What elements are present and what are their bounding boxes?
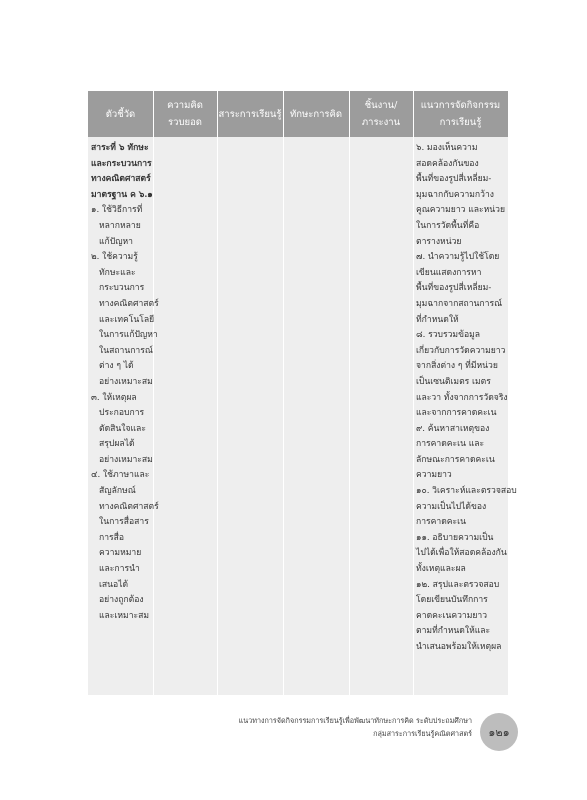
activity-line: ๑๒. สรุปและตรวจสอบ <box>416 579 500 590</box>
indicator-line: ๔. ใช้ภาษาและ <box>91 470 150 481</box>
activity-line: คูณความยาว และหน่วย <box>416 205 506 216</box>
column-divider <box>349 91 350 695</box>
activity-line: ความยาว <box>416 470 452 481</box>
activity-line: ๑๐. วิเคราะห์และตรวจสอบ <box>416 486 517 497</box>
indicator-line: สาระที่ ๖ ทักษะ <box>91 143 149 153</box>
activity-line: ในการวัดพื้นที่คือ <box>416 220 480 231</box>
indicator-line: ประกอบการ <box>99 408 145 419</box>
header-indicator: ตัวชี้วัด <box>105 108 136 120</box>
activity-line: พื้นที่ของรูปสี่เหลี่ยม- <box>416 174 492 185</box>
activity-line: ตามที่กำหนดให้และ <box>416 626 491 637</box>
indicator-line: ๓. ให้เหตุผล <box>91 392 137 403</box>
header-learning-content: สาระการเรียนรู้ <box>218 108 282 120</box>
indicator-line: อย่างเหมาะสม <box>99 376 153 387</box>
indicator-line: การสื่อ <box>99 532 125 543</box>
activity-line: มุมฉากกับความกว้าง <box>416 189 494 200</box>
header-activity: แนวการจัดกิจกรรม การเรียนรู้ <box>420 100 501 128</box>
activity-line: ๑๑. อธิบายความเป็น <box>416 532 494 543</box>
activity-line: ทั้งเหตุและผล <box>416 564 466 575</box>
activity-line: เขียนแสดงการหา <box>416 267 482 278</box>
activity-line: มุมฉากจากสถานการณ์ <box>416 298 503 309</box>
footer-subject: กลุ่มสาระการเรียนรู้คณิตศาสตร์ <box>373 729 472 738</box>
page-footer <box>190 714 472 740</box>
indicator-line: กระบวนการ <box>99 283 145 294</box>
indicator-line: ทางคณิตศาสตร์ <box>91 174 151 185</box>
indicator-line: ทักษะและ <box>99 267 136 278</box>
indicator-line: ๒. ใช้ความรู้ <box>91 252 138 263</box>
activity-line: ที่กำหนดให้ <box>416 314 459 325</box>
activity-line: ๗. นำความรู้ไปใช้โดย <box>416 252 500 263</box>
indicator-line: และเทคโนโลยี <box>99 314 155 325</box>
activity-line: ๖. มองเห็นความ <box>416 143 478 153</box>
curriculum-table <box>88 91 517 695</box>
indicator-line: และเหมาะสม <box>99 610 150 621</box>
indicator-line: ความหมาย <box>99 548 142 559</box>
activity-line: สอดคล้องกันของ <box>416 158 479 169</box>
activity-line: ลักษณะการคาดคะเน <box>416 454 495 465</box>
indicator-line: อย่างเหมาะสม <box>99 454 153 465</box>
indicator-line: ตัดสินใจและ <box>99 423 146 434</box>
indicator-line: ในสถานการณ์ <box>99 345 153 356</box>
indicator-line: สัญลักษณ์ <box>99 486 136 497</box>
header-concept: ความคิด รวบยอด <box>167 100 203 128</box>
activity-line: คาดคะเนความยาว <box>416 610 488 621</box>
activity-line: จากสิ่งต่าง ๆ ที่มีหน่วย <box>416 361 498 372</box>
activity-line: และวา ทั้งจากการวัดจริง <box>416 392 508 403</box>
indicator-line: ๑. ใช้วิธีการที่ <box>91 205 143 216</box>
indicator-line: ในการแก้ปัญหา <box>99 330 158 341</box>
indicator-line: อย่างถูกต้อง <box>99 595 144 606</box>
activity-line: การคาดคะเน <box>416 517 466 528</box>
activity-line: นำเสนอพร้อมให้เหตุผล <box>416 642 502 652</box>
indicator-line: มาตรฐาน ค ๖.๑ <box>91 189 153 200</box>
indicator-column <box>91 141 159 624</box>
column-divider <box>283 91 284 695</box>
activity-column <box>416 141 517 656</box>
header-thinking-skill: ทักษะการคิด <box>289 108 343 120</box>
activity-line: เกี่ยวกับการวัดความยาว <box>416 345 506 356</box>
activity-line: ความเป็นไปได้ของ <box>416 501 487 512</box>
table-header-row <box>88 91 508 137</box>
activity-line: ตารางหน่วย <box>416 236 462 247</box>
indicator-line: และการนำ <box>99 564 140 575</box>
indicator-line: ต่าง ๆ ได้ <box>99 361 134 372</box>
activity-line: การคาดคะเน และ <box>416 439 485 450</box>
indicator-line: ทางคณิตศาสตร์ <box>99 501 159 512</box>
activity-line: โดยเขียนบันทึกการ <box>416 595 488 606</box>
activity-line: ไปได้เพื่อให้สอดคล้องกัน <box>416 548 507 559</box>
indicator-line: สรุปผลได้ <box>99 439 135 450</box>
activity-line: พื้นที่ของรูปสี่เหลี่ยม- <box>416 283 492 294</box>
indicator-line: และกระบวนการ <box>91 158 152 169</box>
indicator-line: ในการสื่อสาร <box>99 517 149 528</box>
activity-line: เป็นเซนติเมตร เมตร <box>416 376 491 387</box>
column-divider <box>413 91 414 695</box>
header-task: ชิ้นงาน/ ภาระงาน <box>361 100 401 128</box>
page-number-badge: ๑๒๑ <box>480 713 518 751</box>
indicator-line: หลากหลาย <box>99 220 141 231</box>
indicator-line: แก้ปัญหา <box>99 236 134 247</box>
activity-line: ๘. รวบรวมข้อมูล <box>416 330 481 341</box>
footer-title: แนวทางการจัดกิจกรรมการเรียนรู้เพื่อพัฒนาทักษะการคิด ระดับประถมศึกษา <box>238 716 472 725</box>
column-divider <box>153 91 154 695</box>
indicator-line: เสนอได้ <box>99 579 129 590</box>
activity-line: และจากการคาดคะเน <box>416 408 497 419</box>
activity-line: ๙. ค้นหาสาเหตุของ <box>416 423 490 434</box>
column-divider <box>217 91 218 695</box>
indicator-line: ทางคณิตศาสตร์ <box>99 298 159 309</box>
